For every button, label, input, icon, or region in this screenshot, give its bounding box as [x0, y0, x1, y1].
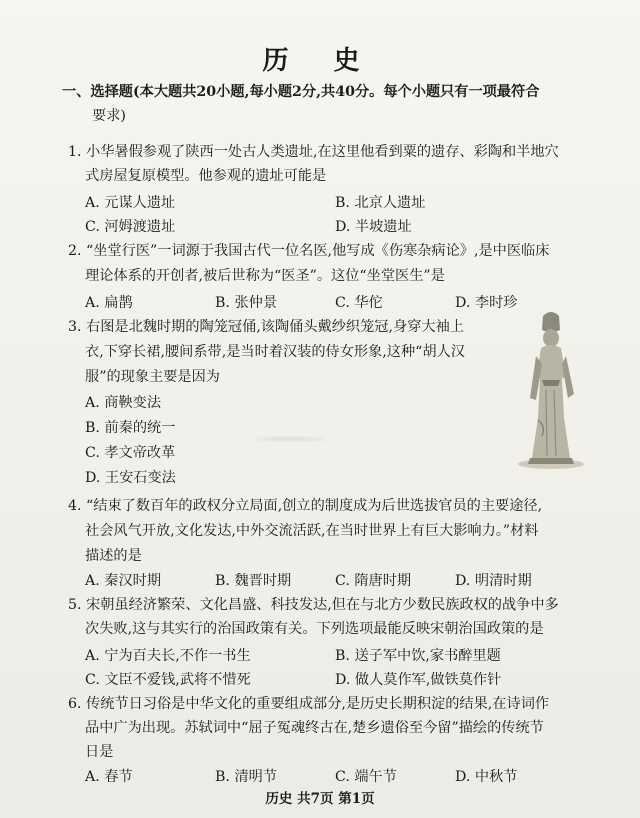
q4-line-2: 社会风气开放,文化发达,中外交流活跃,在当时世界上有巨大影响力。”材料	[85, 523, 539, 539]
q5-option-b[interactable]: B. 送子军中饮,家书醉里题	[335, 648, 501, 664]
q5-line-1: 5. 宋朝虽经济繁荣、文化昌盛、科技发达,但在与北方少数民族政权的战争中多	[68, 597, 559, 613]
q1-line-1: 1. 小华暑假参观了陕西一处古人类遗址,在这里他看到粟的遗存、彩陶和半地穴	[68, 144, 559, 160]
q2-option-c[interactable]: C. 华佗	[335, 295, 383, 311]
q6-option-b[interactable]: B. 清明节	[215, 769, 278, 785]
q1-option-c[interactable]: C. 河姆渡遗址	[85, 219, 176, 235]
q1-option-a[interactable]: A. 元谋人遗址	[85, 195, 176, 211]
q3-line-2: 衣,下穿长裙,腰间系带,是当时着汉装的侍女形象,这种“胡人汉	[85, 344, 465, 360]
q3-option-c[interactable]: C. 孝文帝改革	[85, 445, 176, 461]
q6-line-2: 品中广为出现。苏轼词中“屈子冤魂终古在,楚乡遗俗至今留”描绘的传统节	[85, 720, 544, 736]
q2-line-2: 理论体系的开创者,被后世称为“医圣”。这位“坐堂医生”是	[85, 268, 445, 284]
q5-option-d[interactable]: D. 做人莫作军,做铁莫作针	[335, 672, 502, 688]
q6-option-a[interactable]: A. 春节	[85, 769, 133, 785]
scan-smudge	[255, 436, 325, 442]
q5-option-a[interactable]: A. 宁为百夫长,不作一书生	[85, 648, 251, 664]
q4-option-b[interactable]: B. 魏晋时期	[215, 573, 292, 589]
section-heading-cont: 要求)	[92, 108, 126, 124]
q4-line-3: 描述的是	[85, 548, 142, 564]
q3-line-1: 3. 右图是北魏时期的陶笼冠俑,该陶俑头戴纱织笼冠,身穿大袖上	[68, 319, 464, 335]
q2-option-b[interactable]: B. 张仲景	[215, 295, 278, 311]
page-title: 历 史	[262, 46, 378, 76]
q2-option-d[interactable]: D. 李时珍	[455, 295, 518, 311]
q2-option-a[interactable]: A. 扁鹊	[85, 295, 133, 311]
q1-line-2: 式房屋复原模型。他参观的遗址可能是	[85, 168, 327, 184]
q4-line-1: 4. “结束了数百年的政权分立局面,创立的制度成为后世选拔官员的主要途径,	[68, 498, 543, 514]
q2-line-1: 2. “坐堂行医”一词源于我国古代一位名医,他写成《伤寒杂病论》,是中医临床	[68, 243, 550, 259]
q4-option-a[interactable]: A. 秦汉时期	[85, 573, 162, 589]
q5-line-2: 次失败,这与其实行的治国政策有关。下列选项最能反映宋朝治国政策的是	[85, 621, 544, 637]
section-heading: 一、选择题(本大题共20小题,每小题2分,共40分。每个小题只有一项最符合	[62, 84, 540, 100]
q6-option-d[interactable]: D. 中秋节	[455, 769, 518, 785]
q3-option-d[interactable]: D. 王安石变法	[85, 470, 176, 486]
q3-option-b[interactable]: B. 前秦的统一	[85, 420, 176, 436]
q1-option-b[interactable]: B. 北京人遗址	[335, 195, 426, 211]
q4-option-d[interactable]: D. 明清时期	[455, 573, 532, 589]
page-footer: 历史 共7页 第1页	[265, 791, 375, 807]
q6-option-c[interactable]: C. 端午节	[335, 769, 397, 785]
pottery-figurine-image	[516, 308, 586, 470]
q3-line-3: 服”的现象主要是因为	[85, 369, 220, 385]
q1-option-d[interactable]: D. 半坡遗址	[335, 219, 412, 235]
q6-line-3: 日是	[85, 744, 114, 760]
q5-option-c[interactable]: C. 文臣不爱钱,武将不惜死	[85, 672, 251, 688]
q3-option-a[interactable]: A. 商鞅变法	[85, 395, 162, 411]
q6-line-1: 6. 传统节日习俗是中华文化的重要组成部分,是历史长期积淀的结果,在诗词作	[68, 696, 550, 712]
q4-option-c[interactable]: C. 隋唐时期	[335, 573, 412, 589]
